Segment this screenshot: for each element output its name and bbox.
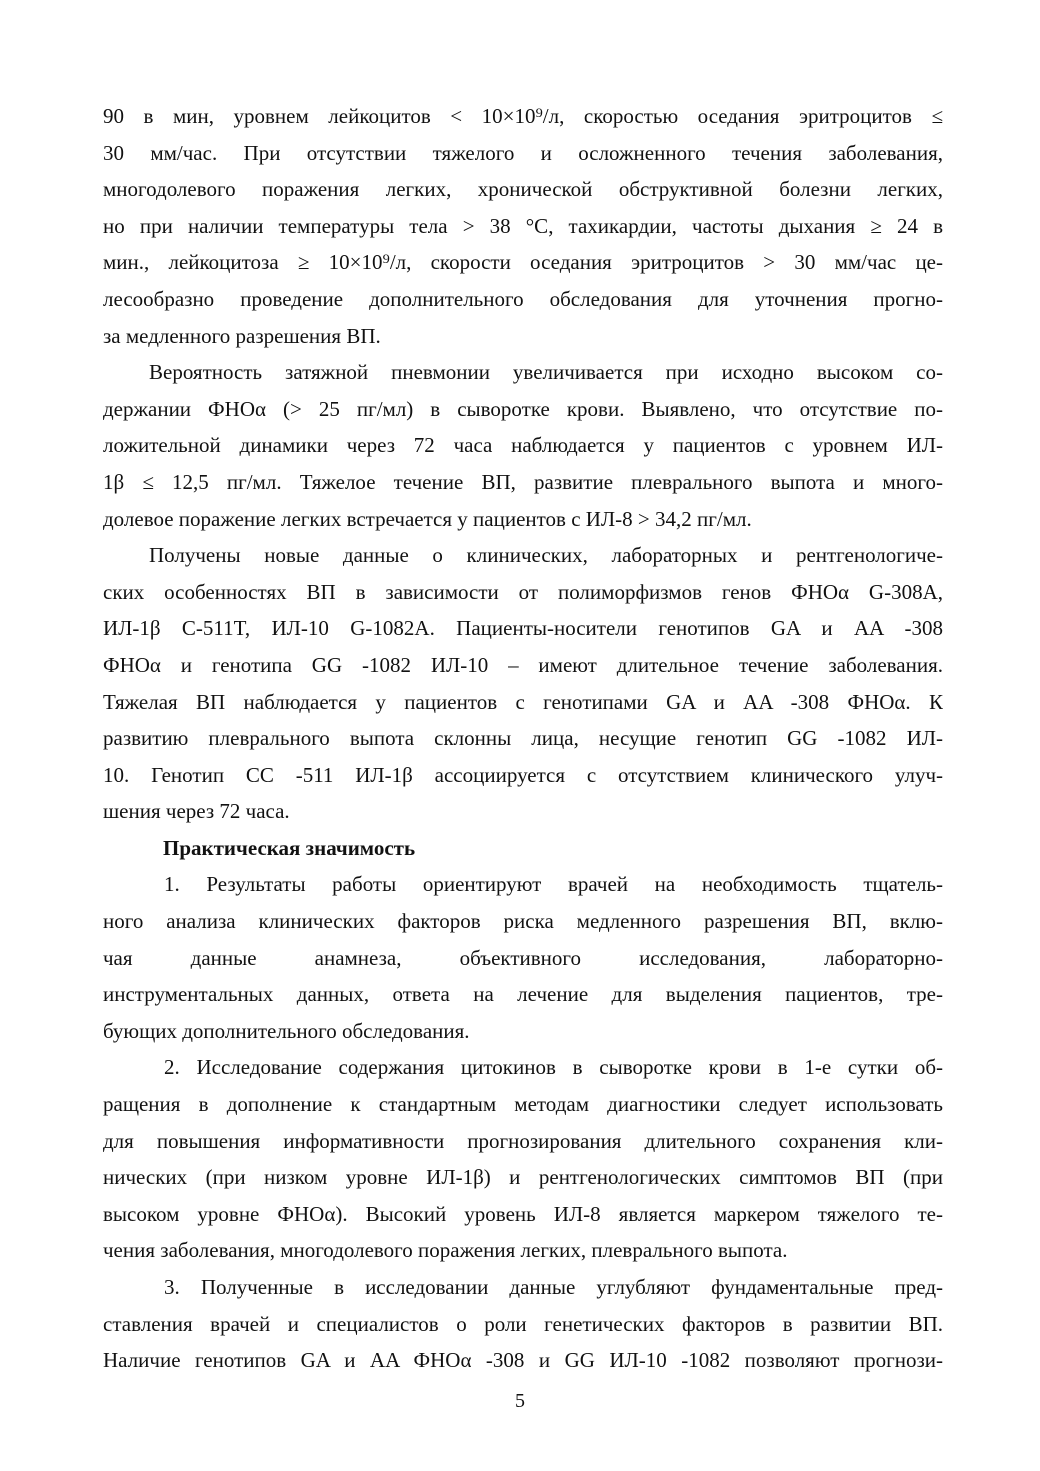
text-line: 2. Исследование содержания цитокинов в сыворотке крови в 1-е сутки об-: [164, 1055, 943, 1080]
text-line: многодолевого поражения легких, хронической обструктивной болезни легких,: [103, 177, 943, 202]
text-line: для повышения информативности прогнозирования длительного сохранения кли-: [103, 1128, 943, 1153]
text-line: лесообразно проведение дополнительного обследования для уточнения прогно-: [103, 286, 943, 311]
text-line: долевое поражение легких встречается у пациентов с ИЛ-8 > 34,2 пг/мл.: [103, 506, 752, 531]
text-line: Тяжелая ВП наблюдается у пациентов с генотипами GA и AA -308 ФНОα. К: [103, 689, 943, 714]
text-line: развитию плеврального выпота склонны лица, несущие генотип GG -1082 ИЛ-: [103, 726, 943, 751]
text-line: 3. Полученные в исследовании данные углубляют фундаментальные пред-: [164, 1275, 943, 1299]
text-line: Наличие генотипов GA и AA ФНОα -308 и GG ИЛ-10 -1082 позволяют прогнози-: [103, 1348, 943, 1373]
text-line: 1. Результаты работы ориентируют врачей на необходимость тщатель-: [164, 872, 943, 897]
section-heading: Практическая значимость: [163, 835, 416, 860]
text-line: инструментальных данных, ответа на лечение для выделения пациентов, тре-: [103, 982, 943, 1007]
text-body: [103, 98, 943, 1379]
text-line: 10. Генотип CC -511 ИЛ-1β ассоциируется с отсутствием клинического улуч-: [103, 762, 943, 787]
text-line: но при наличии температуры тела > 38 °С, тахикардии, частоты дыхания ≥ 24 в: [103, 213, 943, 238]
text-line: бующих дополнительного обследования.: [103, 1018, 470, 1043]
text-line: ставления врачей и специалистов о роли генетических факторов в развитии ВП.: [103, 1311, 943, 1336]
text-line: держании ФНОα (> 25 пг/мл) в сыворотке крови. Выявлено, что отсутствие по-: [103, 396, 943, 421]
text-line: 90 в мин, уровнем лейкоцитов < 10×10⁹/л, скоростью оседания эритроцитов ≤: [103, 104, 943, 128]
text-line: ного анализа клинических факторов риска медленного разрешения ВП, вклю-: [103, 909, 943, 934]
text-line: 1β ≤ 12,5 пг/мл. Тяжелое течение ВП, развитие плеврального выпота и много-: [103, 469, 943, 494]
text-line: мин., лейкоцитоза ≥ 10×10⁹/л, скорости оседания эритроцитов > 30 мм/час це-: [103, 250, 943, 275]
page-number: 5: [515, 1390, 525, 1412]
text-line: ИЛ-1β C-511T, ИЛ-10 G-1082A. Пациенты-носители генотипов GA и AA -308: [103, 616, 943, 641]
text-line: высоком уровне ФНОα). Высокий уровень ИЛ-8 является маркером тяжелого те-: [103, 1201, 943, 1226]
text-line: за медленного разрешения ВП.: [103, 323, 381, 348]
text-line: 30 мм/час. При отсутствии тяжелого и осложненного течения заболевания,: [103, 140, 943, 165]
text-line: ложительной динамики через 72 часа наблюдается у пациентов с уровнем ИЛ-: [103, 433, 943, 458]
text-line: ращения в дополнение к стандартным методам диагностики следует использовать: [103, 1092, 943, 1117]
text-line: шения через 72 часа.: [103, 799, 290, 824]
text-line: Получены новые данные о клинических, лабораторных и рентгенологиче-: [149, 543, 943, 568]
text-line: чения заболевания, многодолевого поражения легких, плеврального выпота.: [103, 1238, 788, 1263]
text-line: чая данные анамнеза, объективного исследования, лабораторно-: [103, 945, 943, 970]
text-line: Вероятность затяжной пневмонии увеличивается при исходно высоком со-: [149, 360, 943, 385]
text-line: ФНОα и генотипа GG -1082 ИЛ-10 – имеют длительное течение заболевания.: [103, 652, 943, 677]
text-line: нических (при низком уровне ИЛ-1β) и рентгенологических симптомов ВП (при: [103, 1165, 943, 1190]
text-line: ских особенностях ВП в зависимости от полиморфизмов генов ФНОα G-308A,: [103, 579, 943, 604]
